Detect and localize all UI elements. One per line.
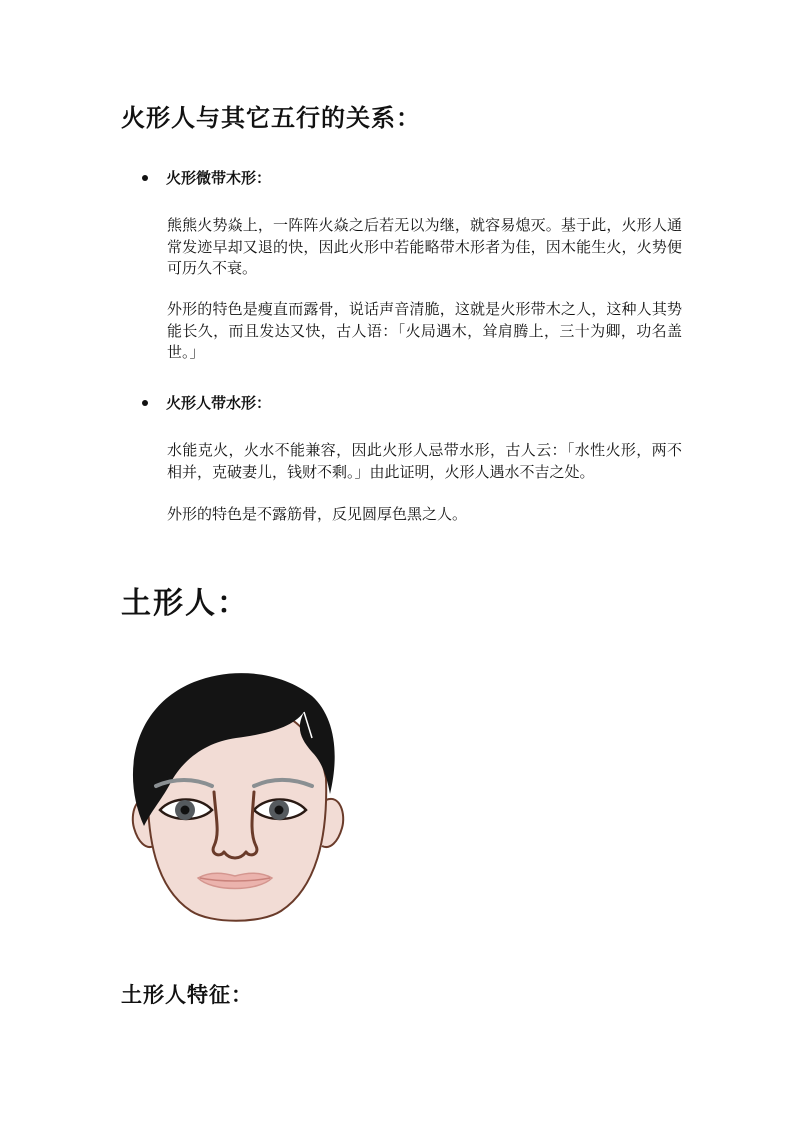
- section-title-relations: 火形人与其它五行的关系：: [121, 103, 421, 132]
- list-item-label: 火形人带水形：: [166, 394, 272, 412]
- paragraph: 水能克火，火水不能兼容，因此火形人忌带水形，古人云：「水性火形，两不相并，克破妻儿，钱财不剩。」由此证明，火形人遇水不吉之处。: [167, 441, 682, 481]
- paragraph: 熊熊火势焱上，一阵阵火焱之后若无以为继，就容易熄灭。基于此，火形人通常发迹早却又退的快，因此火形中若能略带木形者为佳，因木能生火，火势便可历久不衰。: [167, 216, 682, 277]
- section-title-earth: 土形人：: [121, 586, 249, 621]
- paragraph: 外形的特色是瘦直而露骨，说话声音清脆，这就是火形带木之人，这种人其势能长久，而且发达又快，古人语：「火局遇木，耸肩腾上，三十为卿，功名盖世。」: [167, 300, 682, 361]
- list-item: [142, 168, 271, 188]
- face-illustration: [116, 668, 354, 930]
- list-item: [142, 393, 271, 413]
- list-item-label: 火形微带木形：: [166, 169, 272, 187]
- paragraph: 外形的特色是不露筋骨，反见圆厚色黑之人。: [167, 505, 468, 523]
- bullet-icon: [142, 175, 148, 181]
- bullet-icon: [142, 400, 148, 406]
- section-subtitle-earth-features: 土形人特征：: [121, 982, 253, 1007]
